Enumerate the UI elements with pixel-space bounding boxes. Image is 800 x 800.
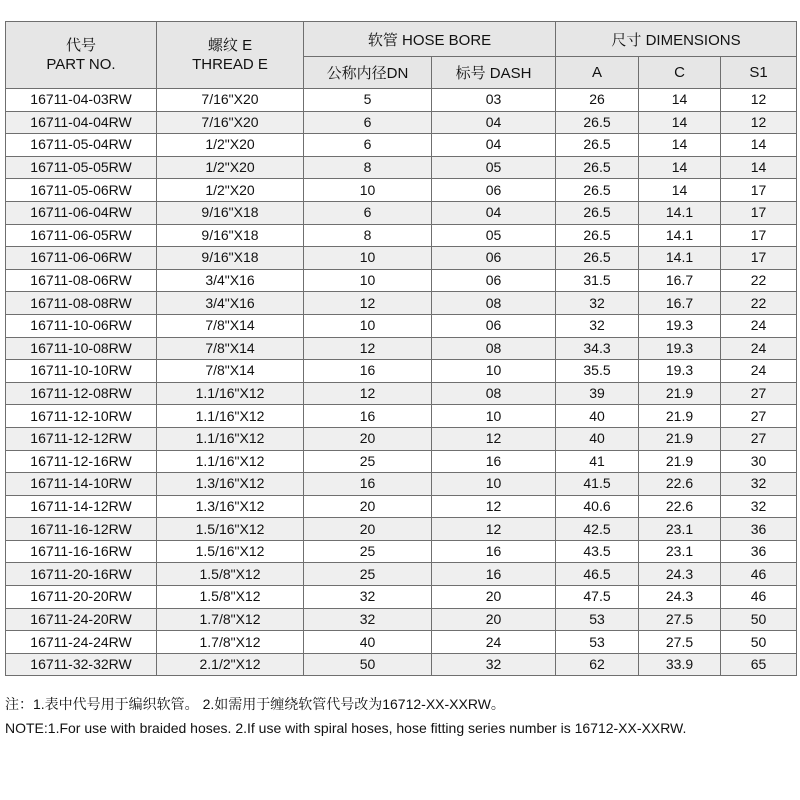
part-no-cell: 16711-12-08RW [6,382,157,405]
table-row [6,179,797,202]
a-cell: 34.3 [556,337,639,360]
a-cell: 53 [556,608,639,631]
dn-cell: 20 [304,518,432,541]
dn-cell: 40 [304,631,432,654]
s1-cell: 24 [721,314,797,337]
a-cell: 53 [556,631,639,654]
s1-cell: 27 [721,382,797,405]
dash-cell: 16 [432,450,556,473]
thread-cell: 1.5/16"X12 [157,518,304,541]
a-cell: 39 [556,382,639,405]
dash-cell: 04 [432,134,556,157]
table-row [6,540,797,563]
dn-cell: 10 [304,269,432,292]
table-row [6,608,797,631]
table-row [6,450,797,473]
c-cell: 33.9 [639,653,721,676]
thread-cell: 1.5/8"X12 [157,563,304,586]
dn-cell: 16 [304,360,432,383]
c-cell: 23.1 [639,540,721,563]
thread-cell: 1/2"X20 [157,134,304,157]
table-row [6,563,797,586]
s1-cell: 32 [721,473,797,496]
dn-cell: 20 [304,427,432,450]
dash-cell: 06 [432,269,556,292]
c-cell: 23.1 [639,518,721,541]
dash-cell: 12 [432,495,556,518]
dn-cell: 10 [304,314,432,337]
thread-cell: 1.7/8"X12 [157,631,304,654]
header-dimensions: 尺寸 DIMENSIONS [556,22,797,57]
dash-cell: 10 [432,473,556,496]
part-no-cell: 16711-24-24RW [6,631,157,654]
table-body [6,89,797,676]
c-cell: 14.1 [639,201,721,224]
thread-cell: 7/16"X20 [157,89,304,112]
c-cell: 14 [639,179,721,202]
c-cell: 14 [639,134,721,157]
c-cell: 27.5 [639,608,721,631]
a-cell: 26.5 [556,179,639,202]
dash-cell: 04 [432,201,556,224]
a-cell: 43.5 [556,540,639,563]
dn-cell: 6 [304,201,432,224]
a-cell: 41.5 [556,473,639,496]
table-row [6,473,797,496]
dn-cell: 20 [304,495,432,518]
dn-cell: 6 [304,134,432,157]
dash-cell: 06 [432,314,556,337]
table-row [6,495,797,518]
dash-cell: 06 [432,179,556,202]
table-row [6,405,797,428]
thread-cell: 1.7/8"X12 [157,608,304,631]
header-hose-bore: 软管 HOSE BORE [304,22,556,57]
part-no-cell: 16711-04-04RW [6,111,157,134]
c-cell: 14.1 [639,224,721,247]
header-thread [157,22,304,89]
part-no-cell: 16711-10-10RW [6,360,157,383]
table-row [6,156,797,179]
header-thread-en: THREAD E [192,56,268,73]
spec-table [5,21,797,676]
c-cell: 21.9 [639,450,721,473]
dn-cell: 12 [304,337,432,360]
part-no-cell: 16711-04-03RW [6,89,157,112]
a-cell: 42.5 [556,518,639,541]
table-row [6,247,797,270]
dash-cell: 20 [432,608,556,631]
s1-cell: 12 [721,111,797,134]
thread-cell: 1.3/16"X12 [157,495,304,518]
note-en: NOTE:1.For use with braided hoses. 2.If use with spiral hoses, hose fitting series number is 16712-XX-XXRW. [5,720,687,736]
c-cell: 16.7 [639,269,721,292]
thread-cell: 1.5/8"X12 [157,586,304,609]
a-cell: 31.5 [556,269,639,292]
part-no-cell: 16711-08-06RW [6,269,157,292]
thread-cell: 1.5/16"X12 [157,540,304,563]
table-row [6,89,797,112]
a-cell: 26.5 [556,134,639,157]
part-no-cell: 16711-10-06RW [6,314,157,337]
a-cell: 26.5 [556,111,639,134]
c-cell: 22.6 [639,495,721,518]
dash-cell: 24 [432,631,556,654]
s1-cell: 27 [721,405,797,428]
s1-cell: 24 [721,337,797,360]
s1-cell: 22 [721,292,797,315]
thread-cell: 1.1/16"X12 [157,427,304,450]
a-cell: 40.6 [556,495,639,518]
c-cell: 14.1 [639,247,721,270]
dn-cell: 25 [304,450,432,473]
s1-cell: 17 [721,179,797,202]
thread-cell: 7/8"X14 [157,314,304,337]
s1-cell: 46 [721,586,797,609]
dn-cell: 6 [304,111,432,134]
dn-cell: 50 [304,653,432,676]
dn-cell: 25 [304,540,432,563]
a-cell: 40 [556,427,639,450]
dash-cell: 10 [432,360,556,383]
note-cn: 注：1.表中代号用于编织软管。 2.如需用于缠绕软管代号改为16712-XX-XXRW。 [5,696,505,712]
c-cell: 22.6 [639,473,721,496]
dash-cell: 12 [432,518,556,541]
c-cell: 16.7 [639,292,721,315]
part-no-cell: 16711-05-06RW [6,179,157,202]
part-no-cell: 16711-10-08RW [6,337,157,360]
part-no-cell: 16711-06-06RW [6,247,157,270]
part-no-cell: 16711-12-10RW [6,405,157,428]
dash-cell: 16 [432,540,556,563]
dash-cell: 08 [432,292,556,315]
dn-cell: 12 [304,292,432,315]
table-row [6,224,797,247]
a-cell: 32 [556,292,639,315]
thread-cell: 7/16"X20 [157,111,304,134]
header-dn: 公称内径DN [304,57,432,89]
dn-cell: 8 [304,224,432,247]
dash-cell: 12 [432,427,556,450]
s1-cell: 17 [721,201,797,224]
dn-cell: 10 [304,179,432,202]
part-no-cell: 16711-06-05RW [6,224,157,247]
part-no-cell: 16711-16-16RW [6,540,157,563]
thread-cell: 1.1/16"X12 [157,405,304,428]
s1-cell: 65 [721,653,797,676]
thread-cell: 2.1/2"X12 [157,653,304,676]
table-row [6,631,797,654]
dash-cell: 08 [432,337,556,360]
a-cell: 26.5 [556,201,639,224]
table-row [6,314,797,337]
thread-cell: 7/8"X14 [157,360,304,383]
c-cell: 14 [639,156,721,179]
table-row [6,586,797,609]
table-row [6,201,797,224]
part-no-cell: 16711-20-20RW [6,586,157,609]
a-cell: 62 [556,653,639,676]
s1-cell: 50 [721,608,797,631]
c-cell: 19.3 [639,314,721,337]
header-thread-cn: 螺纹 E [207,37,253,54]
dn-cell: 12 [304,382,432,405]
a-cell: 26.5 [556,224,639,247]
header-c: C [639,57,721,89]
a-cell: 32 [556,314,639,337]
table-row [6,292,797,315]
part-no-cell: 16711-05-05RW [6,156,157,179]
part-no-cell: 16711-06-04RW [6,201,157,224]
part-no-cell: 16711-12-12RW [6,427,157,450]
part-no-cell: 16711-05-04RW [6,134,157,157]
s1-cell: 14 [721,156,797,179]
header-part-no-en: PART NO. [46,56,116,73]
dn-cell: 10 [304,247,432,270]
table-row [6,360,797,383]
thread-cell: 3/4"X16 [157,292,304,315]
part-no-cell: 16711-24-20RW [6,608,157,631]
header-dash: 标号 DASH [432,57,556,89]
dash-cell: 04 [432,111,556,134]
thread-cell: 1/2"X20 [157,156,304,179]
c-cell: 27.5 [639,631,721,654]
s1-cell: 27 [721,427,797,450]
table-row [6,382,797,405]
thread-cell: 1/2"X20 [157,179,304,202]
dash-cell: 16 [432,563,556,586]
table-row [6,518,797,541]
part-no-cell: 16711-14-12RW [6,495,157,518]
dash-cell: 06 [432,247,556,270]
s1-cell: 30 [721,450,797,473]
a-cell: 26.5 [556,247,639,270]
header-a: A [556,57,639,89]
c-cell: 14 [639,111,721,134]
part-no-cell: 16711-20-16RW [6,563,157,586]
dash-cell: 05 [432,156,556,179]
thread-cell: 7/8"X14 [157,337,304,360]
s1-cell: 22 [721,269,797,292]
s1-cell: 46 [721,563,797,586]
part-no-cell: 16711-08-08RW [6,292,157,315]
a-cell: 41 [556,450,639,473]
dn-cell: 32 [304,608,432,631]
notes [5,692,797,740]
table-row [6,427,797,450]
table-row [6,653,797,676]
dash-cell: 08 [432,382,556,405]
dn-cell: 8 [304,156,432,179]
c-cell: 19.3 [639,360,721,383]
s1-cell: 17 [721,224,797,247]
dn-cell: 32 [304,586,432,609]
dn-cell: 16 [304,473,432,496]
c-cell: 21.9 [639,427,721,450]
a-cell: 35.5 [556,360,639,383]
header-part-no [6,22,157,89]
dash-cell: 20 [432,586,556,609]
thread-cell: 9/16"X18 [157,201,304,224]
header-part-no-cn: 代号 [65,37,96,54]
c-cell: 24.3 [639,563,721,586]
header-s1: S1 [721,57,797,89]
table-row [6,337,797,360]
s1-cell: 17 [721,247,797,270]
c-cell: 24.3 [639,586,721,609]
a-cell: 40 [556,405,639,428]
part-no-cell: 16711-16-12RW [6,518,157,541]
s1-cell: 32 [721,495,797,518]
dash-cell: 03 [432,89,556,112]
c-cell: 21.9 [639,405,721,428]
dn-cell: 5 [304,89,432,112]
a-cell: 26 [556,89,639,112]
a-cell: 26.5 [556,156,639,179]
dn-cell: 25 [304,563,432,586]
table-row [6,134,797,157]
a-cell: 46.5 [556,563,639,586]
a-cell: 47.5 [556,586,639,609]
part-no-cell: 16711-12-16RW [6,450,157,473]
thread-cell: 1.1/16"X12 [157,450,304,473]
dash-cell: 32 [432,653,556,676]
s1-cell: 36 [721,540,797,563]
thread-cell: 9/16"X18 [157,224,304,247]
part-no-cell: 16711-32-32RW [6,653,157,676]
table-row [6,111,797,134]
thread-cell: 9/16"X18 [157,247,304,270]
s1-cell: 12 [721,89,797,112]
c-cell: 14 [639,89,721,112]
s1-cell: 36 [721,518,797,541]
s1-cell: 24 [721,360,797,383]
c-cell: 21.9 [639,382,721,405]
s1-cell: 50 [721,631,797,654]
thread-cell: 1.1/16"X12 [157,382,304,405]
c-cell: 19.3 [639,337,721,360]
thread-cell: 1.3/16"X12 [157,473,304,496]
dn-cell: 16 [304,405,432,428]
dash-cell: 05 [432,224,556,247]
dash-cell: 10 [432,405,556,428]
table-header [6,22,797,89]
thread-cell: 3/4"X16 [157,269,304,292]
table-row [6,269,797,292]
s1-cell: 14 [721,134,797,157]
part-no-cell: 16711-14-10RW [6,473,157,496]
